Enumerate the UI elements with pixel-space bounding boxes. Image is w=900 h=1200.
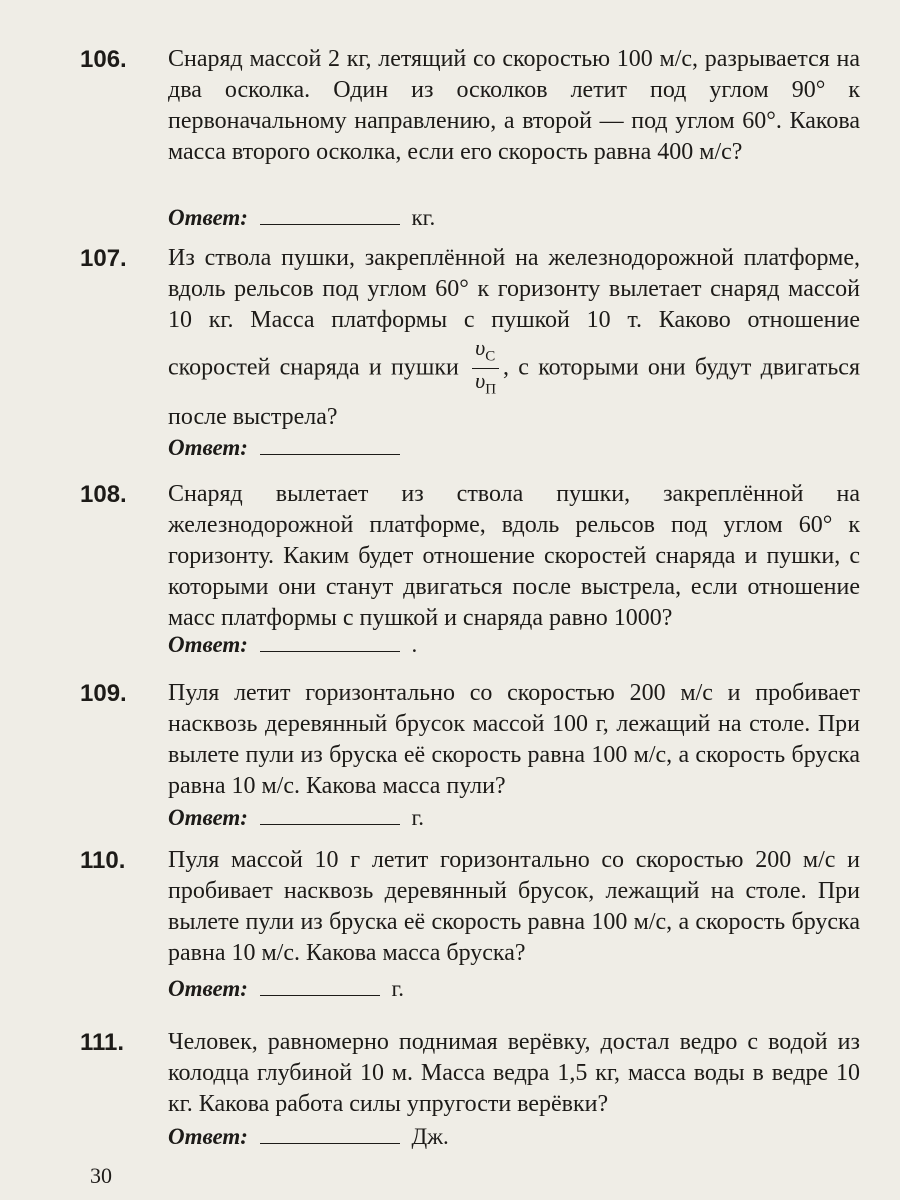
answer-unit: г. — [391, 976, 405, 1001]
answer-label: Ответ: — [168, 205, 248, 230]
answer-label: Ответ: — [168, 805, 248, 830]
answer-blank[interactable] — [260, 973, 380, 996]
problem-text-part2: , с которыми они будут двигаться после выстрела? — [168, 354, 860, 430]
answer-line — [168, 202, 435, 233]
answer-unit: Дж. — [411, 1124, 449, 1149]
answer-line — [168, 432, 406, 463]
answer-line — [168, 802, 424, 833]
problem-text-part1: Из ствола пушки, закреплённой на железнодорожной платформе, вдоль рельсов под углом 60° к горизонту вылетает снаряд массой 10 кг. Масса платформы с пушкой 10 т. Каково отношение скоростей снаряда и пушки — [168, 245, 860, 381]
answer-label: Ответ: — [168, 1124, 248, 1149]
answer-blank[interactable] — [260, 1121, 400, 1144]
answer-blank[interactable] — [260, 629, 400, 652]
answer-blank[interactable] — [260, 802, 400, 825]
answer-label: Ответ: — [168, 632, 248, 657]
problem-text: Пуля летит горизонтально со скоростью 200 м/с и пробивает насквозь деревянный брусок массой 100 г, лежащий на столе. При вылете пули из бруска её скорость равна 100 м/с, а скорость бруска равна 10 м/с. Какова масса пули? — [168, 680, 860, 799]
problem-number: 107. — [80, 245, 127, 272]
problem-text: Снаряд вылетает из ствола пушки, закреплённой на железнодорожной платформе, вдоль рельсов под углом 60° к горизонту. Каким будет отношение скоростей снаряда и пушки, с которыми они станут двигаться после выстрела, если отношение масс платформы с пушкой и снаряда равно 1000? — [168, 481, 860, 631]
answer-unit: кг. — [411, 205, 436, 230]
problem-text: Пуля массой 10 г летит горизонтально со скоростью 200 м/с и пробивает насквозь деревянный брусок, лежащий на столе. При вылете пули из бруска её скорость равна 100 м/с, а скорость бруска равна 10 м/с. Какова масса бруска? — [168, 847, 860, 966]
fraction-numerator: $\upsilon_С$ — [472, 336, 499, 369]
answer-blank[interactable] — [260, 202, 400, 225]
problem-number: 108. — [80, 481, 127, 508]
problem-number: 110. — [80, 847, 126, 874]
answer-line — [168, 629, 417, 660]
problem-number: 111. — [80, 1029, 125, 1056]
problem-number: 106. — [80, 46, 127, 73]
answer-label: Ответ: — [168, 435, 248, 460]
answer-line — [168, 973, 404, 1004]
problem-number: 109. — [80, 680, 127, 707]
problem-text: Снаряд массой 2 кг, летящий со скоростью 100 м/с, разрывается на два осколка. Один из осколков летит под углом 90° к первоначальному направлению, а второй — под углом 60°. Какова масса второго осколка, если его скорость равна 400 м/с? — [168, 46, 860, 165]
answer-unit: . — [411, 632, 418, 657]
answer-line — [168, 1121, 449, 1152]
fraction-denominator: $\upsilon_П$ — [475, 368, 497, 398]
problem-text: Человек, равномерно поднимая верёвку, достал ведро с водой из колодца глубиной 10 м. Масса ведра 1,5 кг, масса воды в ведре 10 кг. Какова работа силы упругости верёвки? — [168, 1029, 860, 1117]
problem-text — [168, 243, 860, 433]
answer-blank[interactable] — [260, 432, 400, 455]
answer-label: Ответ: — [168, 976, 248, 1001]
answer-unit: г. — [411, 805, 425, 830]
page-number: 30 — [90, 1163, 112, 1188]
velocity-ratio-fraction — [472, 336, 499, 402]
